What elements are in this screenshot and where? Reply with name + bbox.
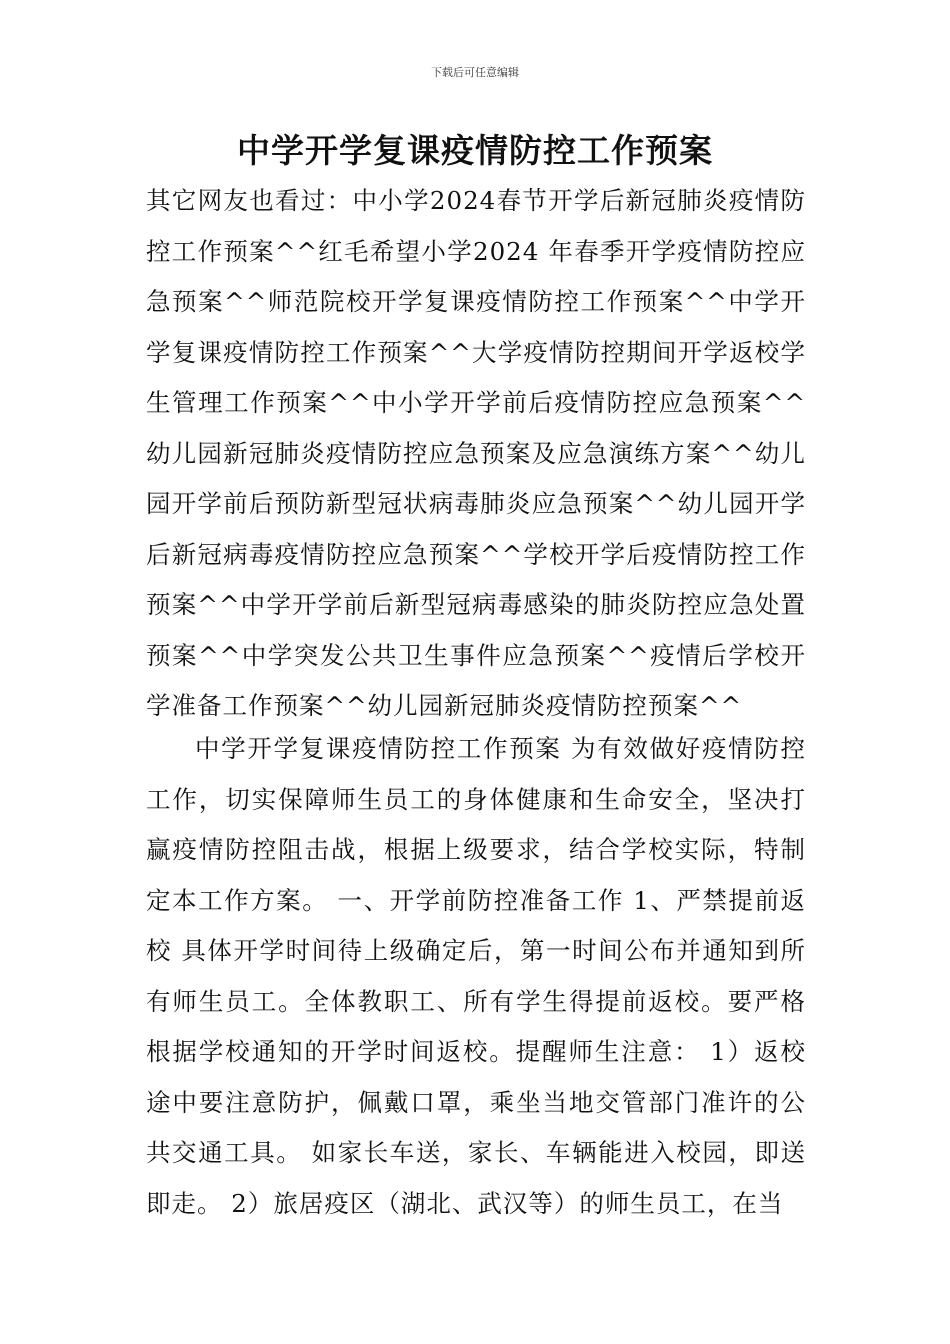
related-articles-paragraph: 其它网友也看过：中小学2024春节开学后新冠肺炎疫情防控工作预案^^红毛希望小学2024 年春季开学疫情防控应急预案^^师范院校开学复课疫情防控工作预案^^中学开学复课疫情防控工作预案^^大学疫情防控期间开学返校学生管理工作预案^^中小学开学前后疫情防控应急预案^^幼儿园新冠肺炎疫情防控应急预案及应急演练方案^^幼儿园开学前后预防新型冠状病毒肺炎应急预案^^幼儿园开学后新冠病毒疫情防控应急预案^^学校开学后疫情防控工作预案^^中学开学前后新型冠病毒感染的肺炎防控应急处置预案^^中学突发公共卫生事件应急预案^^疫情后学校开学准备工作预案^^幼儿园新冠肺炎疫情防控预案^^ [146,186,806,720]
body-paragraph: 中学开学复课疫情防控工作预案 为有效做好疫情防控工作，切实保障师生员工的身体健康和生命安全，坚决打赢疫情防控阻击战，根据上级要求，结合学校实际，特制定本工作方案。 一、开学前防控准备工作 1、严禁提前返校 具体开学时间待上级确定后，第一时间公布并通知到所有师生员工。全体教职工、所有学生得提前返校。要严格根据学校通知的开学时间返校。提醒师生注意： 1）返校途中要注意防护，佩戴口罩，乘坐当地交管部门准许的公共交通工具。 如家长车送，家长、车辆能进入校园，即送即走。 2）旅居疫区（湖北、武汉等）的师生员工，在当 [146,734,806,1218]
header-note: 下载后可任意编辑 [431,66,519,79]
document-title: 中学开学复课疫情防控工作预案 [237,131,713,170]
